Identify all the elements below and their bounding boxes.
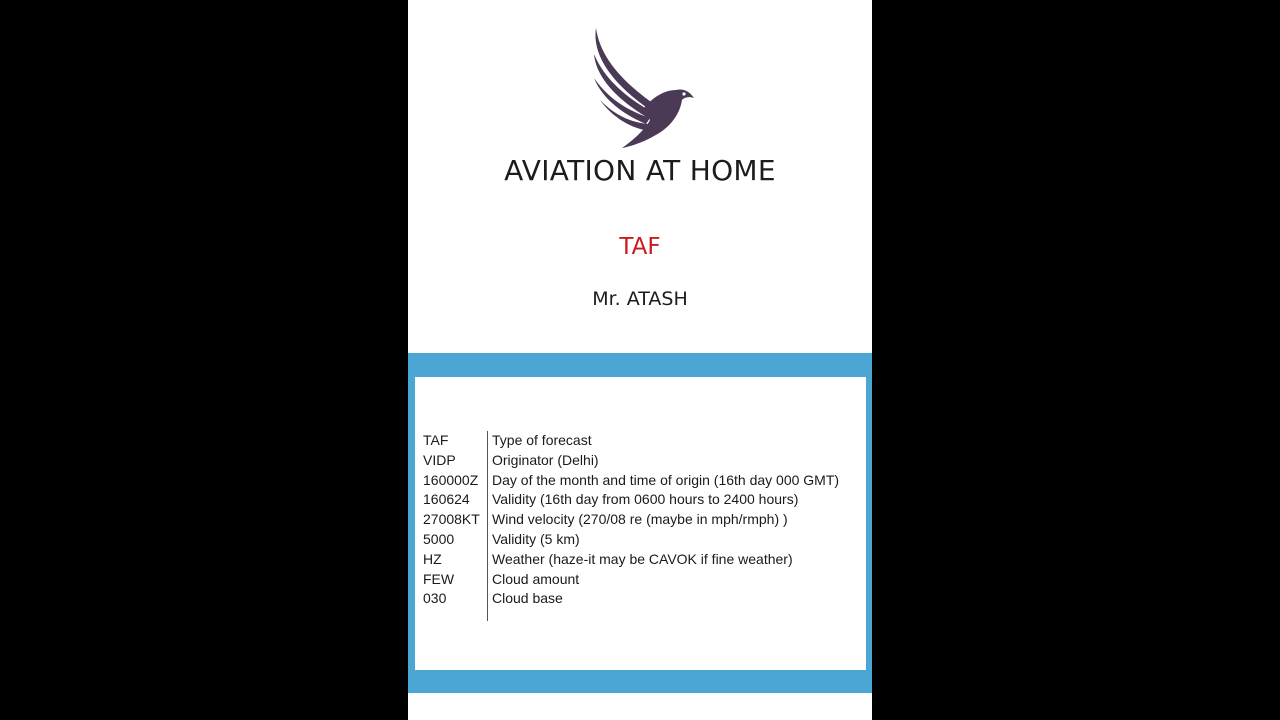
topic-title: TAF xyxy=(619,234,661,260)
table-row-spacer xyxy=(423,609,839,621)
taf-meaning: Validity (16th day from 0600 hours to 2400 hours) xyxy=(492,491,799,508)
taf-meaning: Cloud amount xyxy=(492,570,580,587)
table-row xyxy=(423,490,839,510)
table-row xyxy=(423,530,839,550)
author-name: Mr. ATASH xyxy=(592,288,688,310)
table-row xyxy=(423,589,839,609)
taf-code: 160000Z xyxy=(423,471,488,491)
slide-frame xyxy=(408,353,872,693)
table-divider-tail xyxy=(423,609,488,621)
slide-content xyxy=(415,377,866,670)
table-row xyxy=(423,550,839,570)
taf-code: FEW xyxy=(423,570,488,590)
taf-code: 5000 xyxy=(423,530,488,550)
taf-code: TAF xyxy=(423,431,488,451)
eagle-wing-icon xyxy=(588,24,698,148)
table-empty-cell xyxy=(488,609,840,621)
table-row xyxy=(423,451,839,471)
taf-meaning: Wind velocity (270/08 re (maybe in mph/rmph) ) xyxy=(492,511,788,528)
taf-meaning: Cloud base xyxy=(492,590,563,607)
taf-meaning: Originator (Delhi) xyxy=(492,451,599,468)
taf-code: 030 xyxy=(423,589,488,609)
table-row xyxy=(423,431,839,451)
taf-code: VIDP xyxy=(423,451,488,471)
taf-meaning: Type of forecast xyxy=(492,432,592,448)
taf-meaning: Validity (5 km) xyxy=(492,530,580,547)
content-panel xyxy=(408,0,872,720)
taf-code: HZ xyxy=(423,550,488,570)
taf-code: 27008KT xyxy=(423,510,488,530)
table-row xyxy=(423,570,839,590)
taf-meaning: Weather (haze-it may be CAVOK if fine weather) xyxy=(492,550,793,567)
table-row xyxy=(423,471,839,491)
taf-code: 160624 xyxy=(423,490,488,510)
brand-title: AVIATION AT HOME xyxy=(504,154,776,187)
taf-meaning: Day of the month and time of origin (16th day 000 GMT) xyxy=(492,471,840,488)
taf-breakdown-table xyxy=(423,431,839,621)
table-row xyxy=(423,510,839,530)
